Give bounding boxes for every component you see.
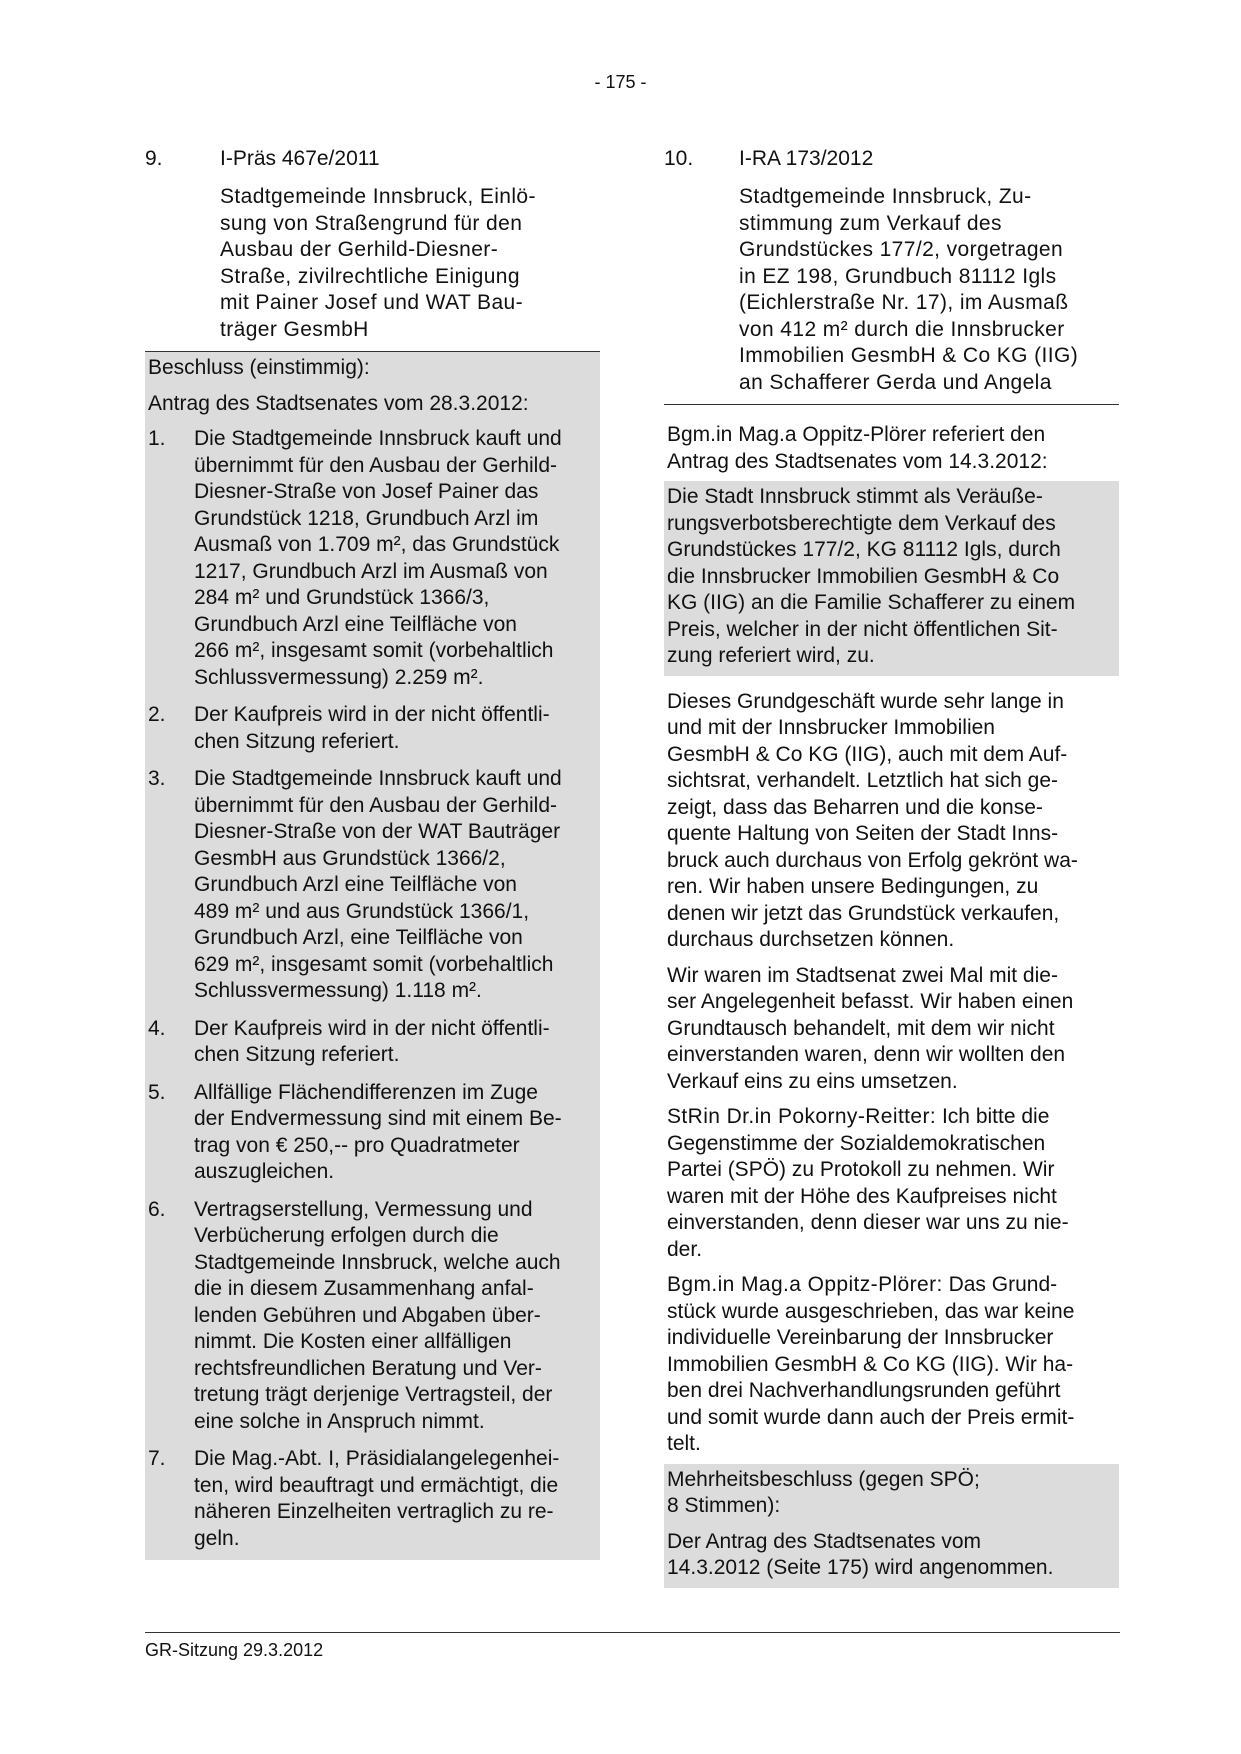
antrag-label: Antrag des Stadtsenates vom 28.3.2012:: [148, 391, 529, 415]
mehrheit-label: [664, 1464, 1119, 1526]
text-line: zeigt, dass das Beharren und die konse-: [667, 795, 1043, 819]
title-line: sung von Straßengrund für den: [220, 211, 523, 235]
text-line: Die Stadtgemeinde Innsbruck kauft und: [194, 767, 562, 790]
list-text: [194, 1080, 597, 1186]
item-reference: I-RA 173/2012: [739, 147, 874, 170]
list-number: 3.: [148, 767, 166, 790]
text-line: die Innsbrucker Immobilien GesmbH & Co: [667, 564, 1060, 588]
list-number: 5.: [148, 1080, 166, 1104]
text-line: durchaus durchsetzen können.: [667, 928, 955, 951]
text-line: GesmbH aus Grundstück 1366/2,: [194, 846, 506, 870]
text-line: quente Haltung von Seiten der Stadt Inns-: [667, 822, 1059, 845]
text-line: Partei (SPÖ) zu Protokoll zu nehmen. Wir: [667, 1158, 1055, 1181]
text-line: Preis, welcher in der nicht öffentlichen Sit-: [667, 617, 1058, 641]
list-text: [194, 1197, 597, 1436]
text-line: 266 m², insgesamt somit (vorbehaltlich: [194, 639, 554, 662]
text-line: Die Stadtgemeinde Innsbruck kauft und: [194, 427, 562, 450]
text-line: chen Sitzung referiert.: [194, 729, 400, 753]
text-line: geln.: [194, 1526, 240, 1550]
item-reference: I-Präs 467e/2011: [220, 147, 380, 170]
text-line: stück wurde ausgeschrieben, das war keine: [667, 1299, 1075, 1323]
text-line: Verbücherung erfolgen durch die: [194, 1224, 499, 1247]
text-line: und mit der Innsbrucker Immobilien: [667, 716, 995, 739]
title-line: Stadtgemeinde Innsbruck, Zu-: [739, 185, 1032, 208]
list-item: [145, 423, 600, 699]
footer-text: GR-Sitzung 29.3.2012: [145, 1640, 324, 1660]
text-line: nimmt. Die Kosten einer allfälligen: [194, 1330, 512, 1353]
list-item: [145, 1077, 600, 1194]
text-line: auszugleichen.: [194, 1160, 335, 1183]
list-item: [145, 1013, 600, 1077]
text-line: telt.: [667, 1432, 701, 1455]
text-line: Wir waren im Stadtsenat zwei Mal mit die-: [667, 963, 1058, 987]
text-line: ten, wird beauftragt und ermächtigt, die: [194, 1473, 559, 1497]
text-line: Diesner-Straße von Josef Painer das: [194, 480, 539, 503]
resolution-block: [664, 1464, 1119, 1588]
title-line: in EZ 198, Grundbuch 81112 Igls: [739, 264, 1057, 288]
text-line: Die Mag.-Abt. I, Präsidialangelegenhei-: [194, 1447, 560, 1470]
text-line: rungsverbotsberechtigte dem Verkauf des: [667, 511, 1056, 535]
text-line: GesmbH & Co KG (IIG), auch mit dem Auf-: [667, 742, 1068, 766]
result-text: [664, 1526, 1119, 1588]
list-number: 4.: [148, 1016, 166, 1040]
title-line: von 412 m² durch die Innsbrucker: [739, 317, 1065, 341]
text-line: Gegenstimme der Sozialdemokratischen: [667, 1131, 1046, 1155]
text-line: individuelle Vereinbarung der Innsbrucker: [667, 1326, 1054, 1349]
text-line: Der Kaufpreis wird in der nicht öffentli-: [194, 703, 550, 726]
text-line: Die Stadt Innsbruck stimmt als Veräuße-: [667, 485, 1043, 508]
text-line: rechtsfreundlichen Beratung und Ver-: [194, 1356, 542, 1380]
text-line: bruck auch durchaus von Erfolg gekrönt wa-: [667, 848, 1078, 872]
title-line: mit Painer Josef und WAT Bau-: [220, 291, 523, 314]
list-item: [145, 699, 600, 763]
text-line: übernimmt für den Ausbau der Gerhild-: [194, 793, 558, 817]
intro-paragraph: [664, 419, 1119, 481]
text-line: 629 m², insgesamt somit (vorbehaltlich: [194, 952, 554, 976]
speaker-name: Bgm.in Mag.a Oppitz-Plörer:: [667, 1273, 943, 1296]
text-line: lenden Gebühren und Abgaben über-: [194, 1303, 541, 1327]
text-line: eine solche in Anspruch nimmt.: [194, 1409, 485, 1433]
list-number: 2.: [148, 703, 166, 726]
text-line: die in diesem Zusammenhang anfal-: [194, 1277, 534, 1300]
text-line: KG (IIG) an die Familie Schafferer zu einem: [667, 591, 1076, 614]
text-line: Bgm.in Mag.a Oppitz-Plörer referiert den: [667, 423, 1046, 446]
text-line: Der Antrag des Stadtsenates vom: [667, 1529, 982, 1553]
text-line: tretung trägt derjenige Vertragsteil, der: [194, 1383, 553, 1406]
title-line: Stadtgemeinde Innsbruck, Einlö-: [220, 185, 536, 208]
text-line: zung referiert wird, zu.: [667, 644, 875, 667]
text-line: Stadtgemeinde Innsbruck, welche auch: [194, 1250, 561, 1274]
text-line: Dieses Grundgeschäft wurde sehr lange in: [667, 689, 1064, 713]
text-line: waren mit der Höhe des Kaufpreises nicht: [667, 1184, 1057, 1208]
list-item: [145, 1194, 600, 1444]
list-item: [145, 1443, 600, 1560]
antrag-text: [664, 481, 1119, 676]
item-title: [664, 184, 1119, 405]
item-title: [145, 184, 600, 352]
item-number: 10.: [664, 147, 694, 170]
list-number: 7.: [148, 1447, 166, 1470]
text-line: Der Kaufpreis wird in der nicht öffentli-: [194, 1016, 550, 1040]
text-line: Immobilien GesmbH & Co KG (IIG). Wir ha-: [667, 1352, 1074, 1376]
text-line: und somit wurde dann auch der Preis ermit-: [667, 1405, 1075, 1429]
text-line: der Endvermessung sind mit einem Be-: [194, 1107, 562, 1130]
text-line: Grundtausch behandelt, mit dem wir nicht: [667, 1016, 1055, 1040]
text-line: denen wir jetzt das Grundstück verkaufen,: [667, 901, 1060, 925]
text-line: Das Grund-: [948, 1273, 1058, 1296]
text-line: Grundbuch Arzl eine Teilfläche von: [194, 612, 517, 636]
text-line: 489 m² und aus Grundstück 1366/1,: [194, 899, 530, 923]
title-line: Grundstückes 177/2, vorgetragen: [739, 238, 1064, 261]
title-line: Immobilien GesmbH & Co KG (IIG): [739, 344, 1079, 367]
list-text: [194, 1446, 597, 1552]
right-column: [664, 146, 1119, 1588]
title-line: an Schafferer Gerda und Angela: [739, 370, 1052, 394]
left-column: [145, 146, 600, 1560]
resolution-block: [145, 352, 600, 1560]
text-line: Vertragserstellung, Vermessung und: [194, 1197, 533, 1221]
title-line: träger GesmbH: [220, 317, 369, 341]
text-line: übernimmt für den Ausbau der Gerhild-: [194, 453, 558, 477]
text-line: ser Angelegenheit befasst. Wir haben einen: [667, 990, 1074, 1013]
text-line: Grundbuch Arzl, eine Teilfläche von: [194, 926, 523, 949]
list-text: [194, 766, 597, 1005]
text-line: 1217, Grundbuch Arzl im Ausmaß von: [194, 559, 548, 583]
footer-divider: [145, 1632, 1120, 1633]
text-line: Grundbuch Arzl eine Teilfläche von: [194, 873, 517, 896]
text-line: einverstanden waren, denn wir wollten den: [667, 1043, 1066, 1066]
title-line: (Eichlerstraße Nr. 17), im Ausmaß: [739, 291, 1069, 314]
title-line: Ausbau der Gerhild-Diesner-: [220, 238, 499, 261]
text-line: trag von € 250,-- pro Quadratmeter: [194, 1133, 520, 1157]
item-header-9: [145, 146, 600, 174]
text-line: ren. Wir haben unsere Bedingungen, zu: [667, 875, 1039, 898]
speaker-statement: [664, 1269, 1119, 1464]
text-line: 8 Stimmen):: [667, 1494, 781, 1517]
text-line: Schlussvermessung) 2.259 m².: [194, 665, 484, 689]
text-line: ben drei Nachverhandlungsrunden geführt: [667, 1379, 1061, 1402]
text-line: Antrag des Stadtsenates vom 14.3.2012:: [667, 449, 1048, 473]
text-line: einverstanden, denn dieser war uns zu nie-: [667, 1211, 1069, 1234]
speaker-statement: [664, 1101, 1119, 1269]
title-line: Straße, zivilrechtliche Einigung: [220, 264, 520, 288]
text-line: 284 m² und Grundstück 1366/3,: [194, 586, 490, 609]
list-text: [194, 1016, 597, 1069]
speaker-name: StRin Dr.in Pokorny-Reitter:: [667, 1105, 937, 1128]
list-item: [145, 763, 600, 1013]
beschluss-label: Beschluss (einstimmig):: [148, 356, 370, 379]
item-number: 9.: [145, 147, 163, 170]
text-line: Grundstückes 177/2, KG 81112 Igls, durch: [667, 538, 1061, 561]
text-line: Allfällige Flächendifferenzen im Zuge: [194, 1080, 538, 1104]
text-line: Mehrheitsbeschluss (gegen SPÖ;: [667, 1467, 980, 1491]
text-line: Diesner-Straße von der WAT Bauträger: [194, 820, 561, 843]
item-header-10: [664, 146, 1119, 174]
text-line: chen Sitzung referiert.: [194, 1043, 400, 1066]
list-text: [194, 702, 597, 755]
text-line: Grundstück 1218, Grundbuch Arzl im: [194, 506, 539, 530]
list-text: [194, 426, 597, 691]
page-number: - 175 -: [594, 72, 647, 92]
text-line: Ausmaß von 1.709 m², das Grundstück: [194, 533, 560, 556]
list-number: 6.: [148, 1197, 166, 1221]
text-line: Schlussvermessung) 1.118 m².: [194, 979, 482, 1002]
discussion-paragraph: [664, 686, 1119, 960]
title-line: stimmung zum Verkauf des: [739, 211, 1002, 235]
list-number: 1.: [148, 427, 166, 450]
text-line: sichtsrat, verhandelt. Letztlich hat sich ge-: [667, 769, 1059, 792]
discussion-paragraph: [664, 960, 1119, 1102]
text-line: 14.3.2012 (Seite 175) wird angenommen.: [667, 1556, 1054, 1579]
text-line: Ich bitte die: [941, 1105, 1050, 1128]
text-line: näheren Einzelheiten vertraglich zu re-: [194, 1500, 554, 1523]
text-line: der.: [667, 1237, 703, 1261]
text-line: Verkauf eins zu eins umsetzen.: [667, 1069, 958, 1093]
